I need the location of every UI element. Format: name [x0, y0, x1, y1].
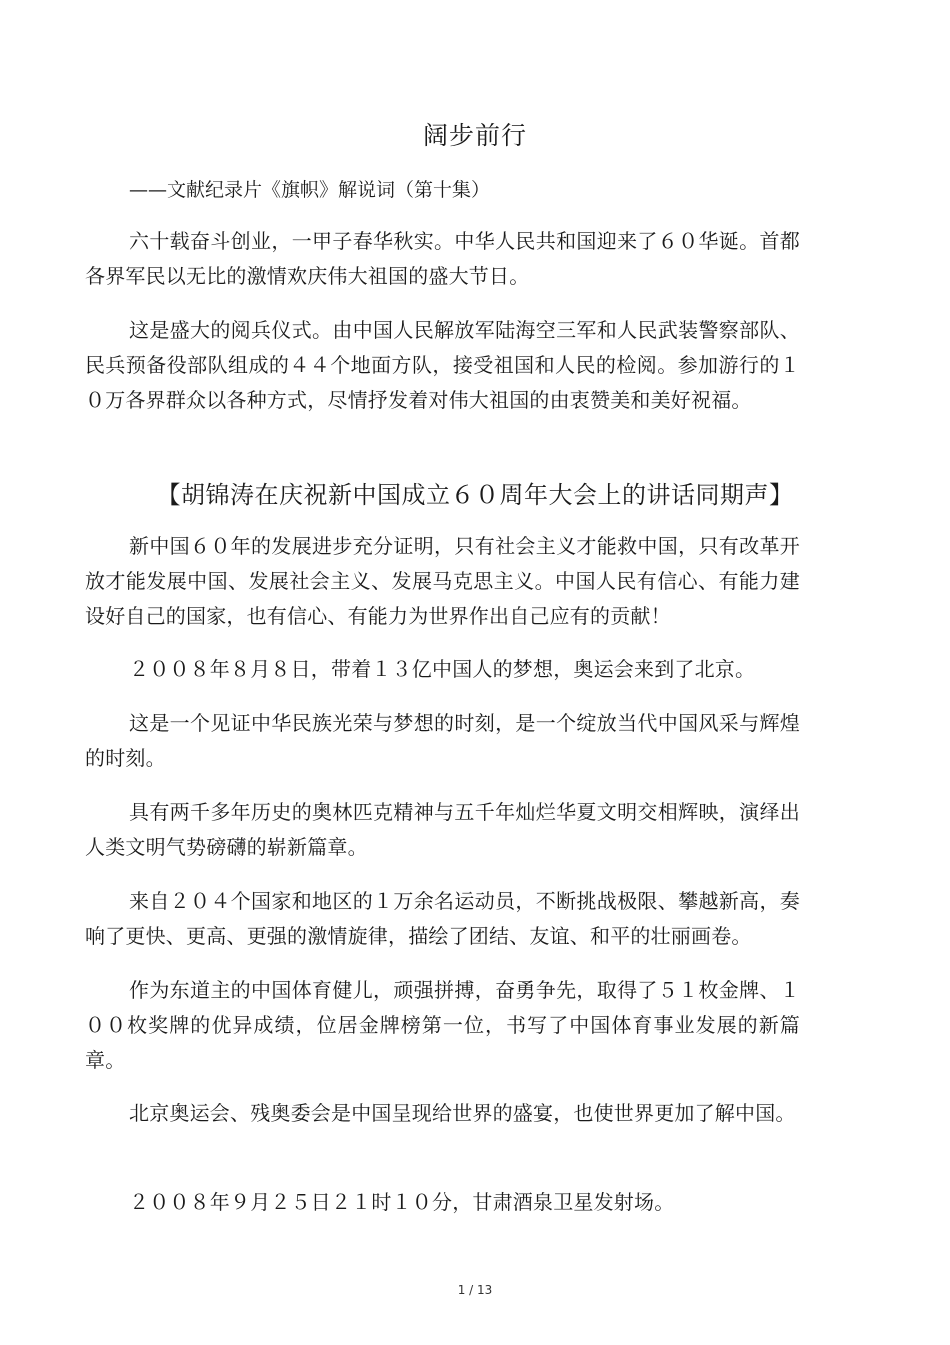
paragraph: ２００８年９月２５日２１时１０分，甘肃酒泉卫星发射场。	[129, 1190, 675, 1214]
paragraph: 这是盛大的阅兵仪式。由中国人民解放军陆海空三军和人民武装警察部队、民兵预备役部队组成的４４个地面方队，接受祖国和人民的检阅。参加游行的１０万各界群众以各种方式，尽情抒发着对伟大祖国的由衷赞美和美好祝福。	[85, 318, 800, 412]
page-indicator: 1 / 13	[457, 1283, 493, 1297]
paragraph: 新中国６０年的发展进步充分证明，只有社会主义才能救中国，只有改革开放才能发展中国、发展社会主义、发展马克思主义。中国人民有信心、有能力建设好自己的国家，也有信心、有能力为世界作出自己应有的贡献！	[85, 534, 800, 628]
paragraph: 北京奥运会、残奥委会是中国呈现给世界的盛宴，也使世界更加了解中国。	[129, 1101, 796, 1125]
paragraph: 作为东道主的中国体育健儿，顽强拼搏，奋勇争先，取得了５１枚金牌、１００枚奖牌的优异成绩，位居金牌榜第一位，书写了中国体育事业发展的新篇章。	[85, 978, 800, 1072]
paragraph: ２００８年８月８日，带着１３亿中国人的梦想，奥运会来到了北京。	[129, 657, 756, 681]
paragraph: 来自２０４个国家和地区的１万余名运动员，不断挑战极限、攀越新高，奏响了更快、更高、更强的激情旋律，描绘了团结、友谊、和平的壮丽画卷。	[85, 889, 800, 948]
paragraph: 六十载奋斗创业，一甲子春华秋实。中华人民共和国迎来了６０华诞。首都各界军民以无比的激情欢庆伟大祖国的盛大节日。	[85, 229, 800, 288]
document-subtitle: ——文献纪录片《旗帜》解说词（第十集）	[129, 179, 491, 201]
section-heading: 【胡锦涛在庆祝新中国成立６０周年大会上的讲话同期声】	[156, 481, 794, 509]
document-title: 阔步前行	[422, 121, 527, 150]
paragraph: 具有两千多年历史的奥林匹克精神与五千年灿烂华夏文明交相辉映，演绎出人类文明气势磅礴的崭新篇章。	[85, 800, 800, 859]
paragraph: 这是一个见证中华民族光荣与梦想的时刻，是一个绽放当代中国风采与辉煌的时刻。	[85, 711, 800, 770]
